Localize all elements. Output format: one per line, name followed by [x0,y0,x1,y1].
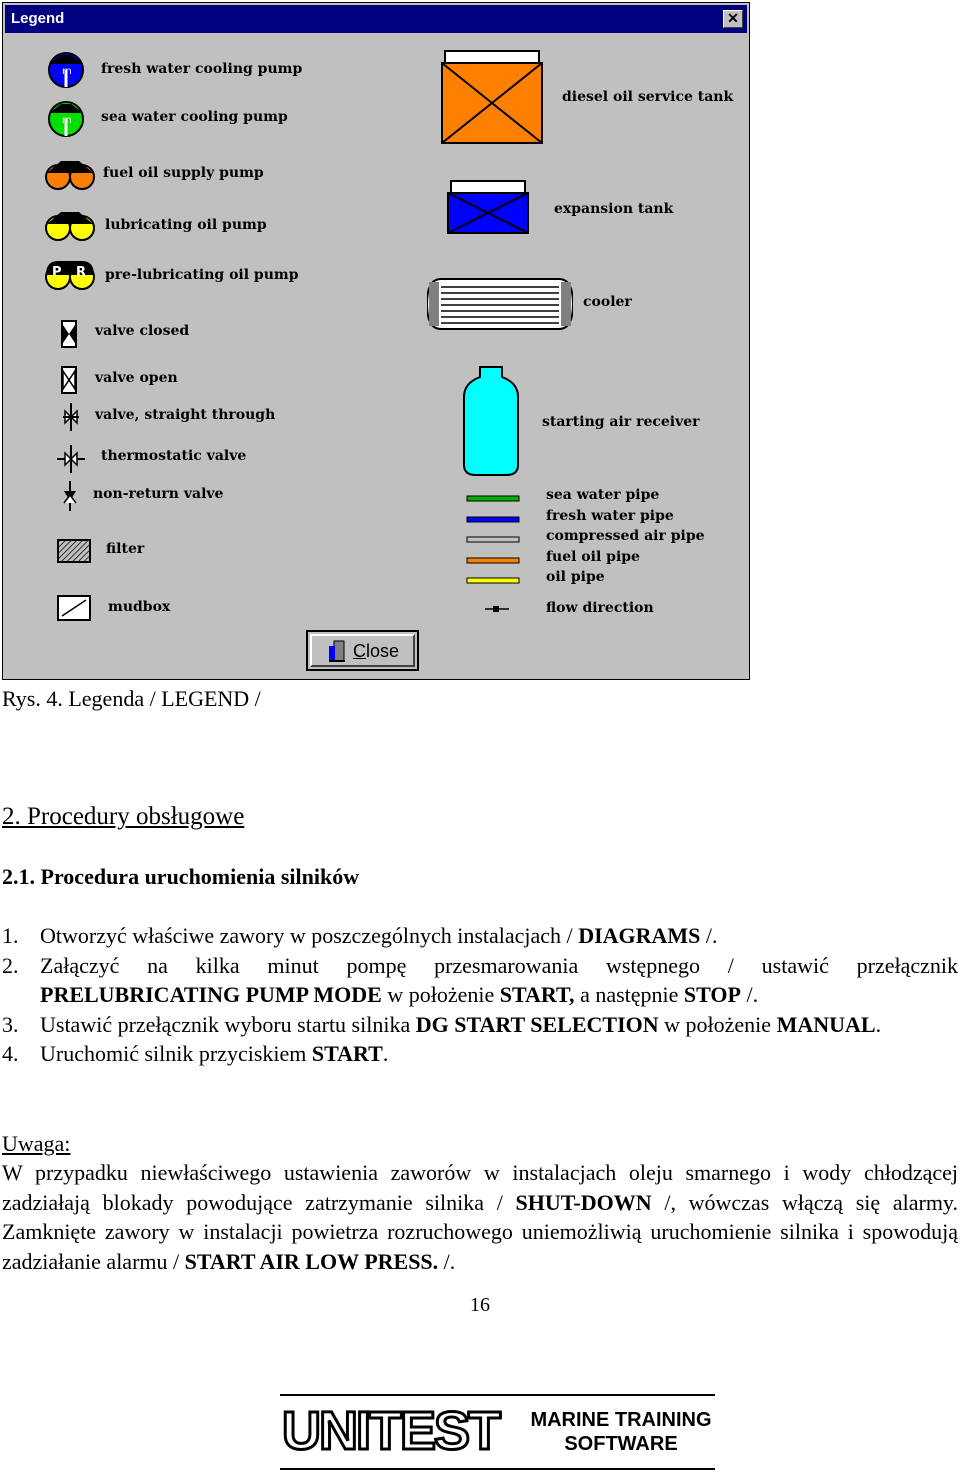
legend-label-thermostatic-valve: thermostatic valve [101,448,247,464]
legend-label-cooler: cooler [583,294,632,310]
step-text: . [875,1011,882,1037]
valve-open-icon [59,365,81,395]
legend-label-fresh-water-cooling-pump: fresh water cooling pump [101,61,303,77]
legend-label-pre-lubricating-oil-pump: pre-lubricating oil pump [105,267,299,283]
legend-label-lubricating-oil-pump: lubricating oil pump [105,217,267,233]
legend-label-mudbox: mudbox [108,599,171,615]
page-number: 16 [470,1294,490,1316]
footer-logo [280,1394,715,1470]
legend-dialog [2,2,750,680]
procedure-step [2,1010,958,1040]
svg-text:m: m [62,115,72,126]
lubricating-oil-pump-icon [43,206,97,246]
step-text [40,951,958,1010]
legend-label-compressed-air-pipe: compressed air pipe [546,528,705,544]
procedure-steps [2,921,958,1069]
step-text: Załączyć na kilka minut pompę przesmarowania wstępnego / ustawić przełącznik [40,952,958,978]
legend-label-valve-straight-through: valve, straight through [95,407,276,423]
legend-label-flow-direction: flow direction [546,600,654,616]
note-text [2,1158,958,1276]
non-return-valve-icon [61,481,79,511]
close-x-button[interactable]: ✕ [723,10,743,28]
step-number: 2. [2,952,19,978]
step-text: w położenie [381,982,500,1007]
step-number: 1. [2,923,19,948]
marine-training-software [528,1408,714,1456]
legend-label-valve-closed: valve closed [95,323,190,339]
step-text: w położenie [658,1011,777,1037]
close-button-label-rest: lose [366,641,400,661]
step-keyword: START, [499,982,575,1007]
step-text: a następnie [574,982,684,1007]
door-exit-icon [328,640,346,662]
dialog-titlebar[interactable] [5,5,747,33]
sea-water-pump-icon [41,98,91,140]
section-heading: 2. Procedury obsługowe [2,803,245,830]
note-text: W przypadku niewłaściwego ustawienia zaworów w instalacjach oleju smarnego i wody chłodzącej zadziałają blokady powodujące zatrzymanie silnika / [2,1160,958,1215]
filter-icon [56,538,92,564]
svg-text:m: m [62,66,72,77]
note-keyword: START AIR LOW PRESS. [184,1248,439,1274]
pre-lubricating-oil-pump-icon [43,255,97,299]
valve-closed-icon [59,319,81,349]
legend-label-fuel-oil-pipe: fuel oil pipe [546,549,640,565]
note-keyword: SHUT-DOWN [515,1189,652,1215]
thermostatic-valve-icon [57,445,85,473]
legend-label-fuel-oil-supply-pump: fuel oil supply pump [103,165,264,181]
dialog-title: Legend [11,10,65,27]
legend-label-non-return-valve: non-return valve [93,486,224,502]
step-keyword: PRELUBRICATING PUMP MODE [40,982,382,1007]
footer-line-2: SOFTWARE [564,1433,678,1455]
pump-letter-p: P [52,265,62,280]
step-text: /. [700,923,718,948]
step-text: Uruchomić silnik przyciskiem [40,1041,312,1066]
step-text: Otworzyć właściwe zawory w poszczególnych instalacjach / [40,923,579,948]
step-number: 3. [2,1011,19,1037]
step-keyword: STOP [683,982,741,1007]
close-button[interactable] [306,630,419,671]
procedure-step [2,921,958,951]
step-keyword: START [311,1041,383,1066]
legend-label-diesel-oil-service-tank: diesel oil service tank [562,89,734,105]
figure-caption: Rys. 4. Legenda / LEGEND / [2,686,261,711]
note-text: /. [438,1248,456,1274]
note-text: /, wówczas włączą się alarmy. Zamknięte zawory w instalacji powietrza rozruchowego uniemożliwią uruchomienie silnika i spowodują zadziałanie alarmu / [2,1189,958,1274]
legend-label-oil-pipe: oil pipe [546,569,605,585]
fresh-water-pump-icon [41,49,91,91]
step-keyword: DIAGRAMS [578,923,701,948]
valve-straight-through-icon [61,403,81,431]
pump-letter-r: R [76,265,87,280]
legend-label-fresh-water-pipe: fresh water pipe [546,508,674,524]
subsection-heading: 2.1. Procedura uruchomienia silników [2,864,360,889]
procedure-step [2,1039,958,1069]
note-title: Uwaga: [2,1131,71,1156]
footer-line-1: MARINE TRAINING [530,1409,712,1431]
fuel-oil-pump-icon [43,155,97,195]
expansion-tank-icon [447,179,529,235]
pipe-legend-lines [465,491,523,616]
step-number: 4. [2,1041,19,1066]
legend-label-filter: filter [106,541,145,557]
legend-label-sea-water-pipe: sea water pipe [546,487,660,503]
step-keyword: DG START SELECTION [415,1011,659,1037]
step-text: /. [740,982,759,1007]
legend-label-valve-open: valve open [95,370,178,386]
unitest-logo: UNITEST [282,1401,500,1461]
step-text [40,1010,958,1040]
mudbox-icon [56,594,92,622]
step-text: Ustawić przełącznik wyboru startu silnika [40,1011,416,1037]
procedure-step [2,951,958,1010]
close-button-accelerator: C [353,641,366,661]
close-button-label [353,641,399,662]
diesel-oil-service-tank-icon [441,49,543,145]
legend-label-starting-air-receiver: starting air receiver [542,414,700,430]
starting-air-receiver-icon [462,365,520,477]
step-keyword: MANUAL [776,1011,876,1037]
cooler-icon [427,277,573,331]
step-text: . [382,1041,389,1066]
step-text [40,1039,958,1069]
legend-label-sea-water-cooling-pump: sea water cooling pump [101,109,288,125]
legend-label-expansion-tank: expansion tank [554,201,674,217]
step-text [40,921,958,951]
